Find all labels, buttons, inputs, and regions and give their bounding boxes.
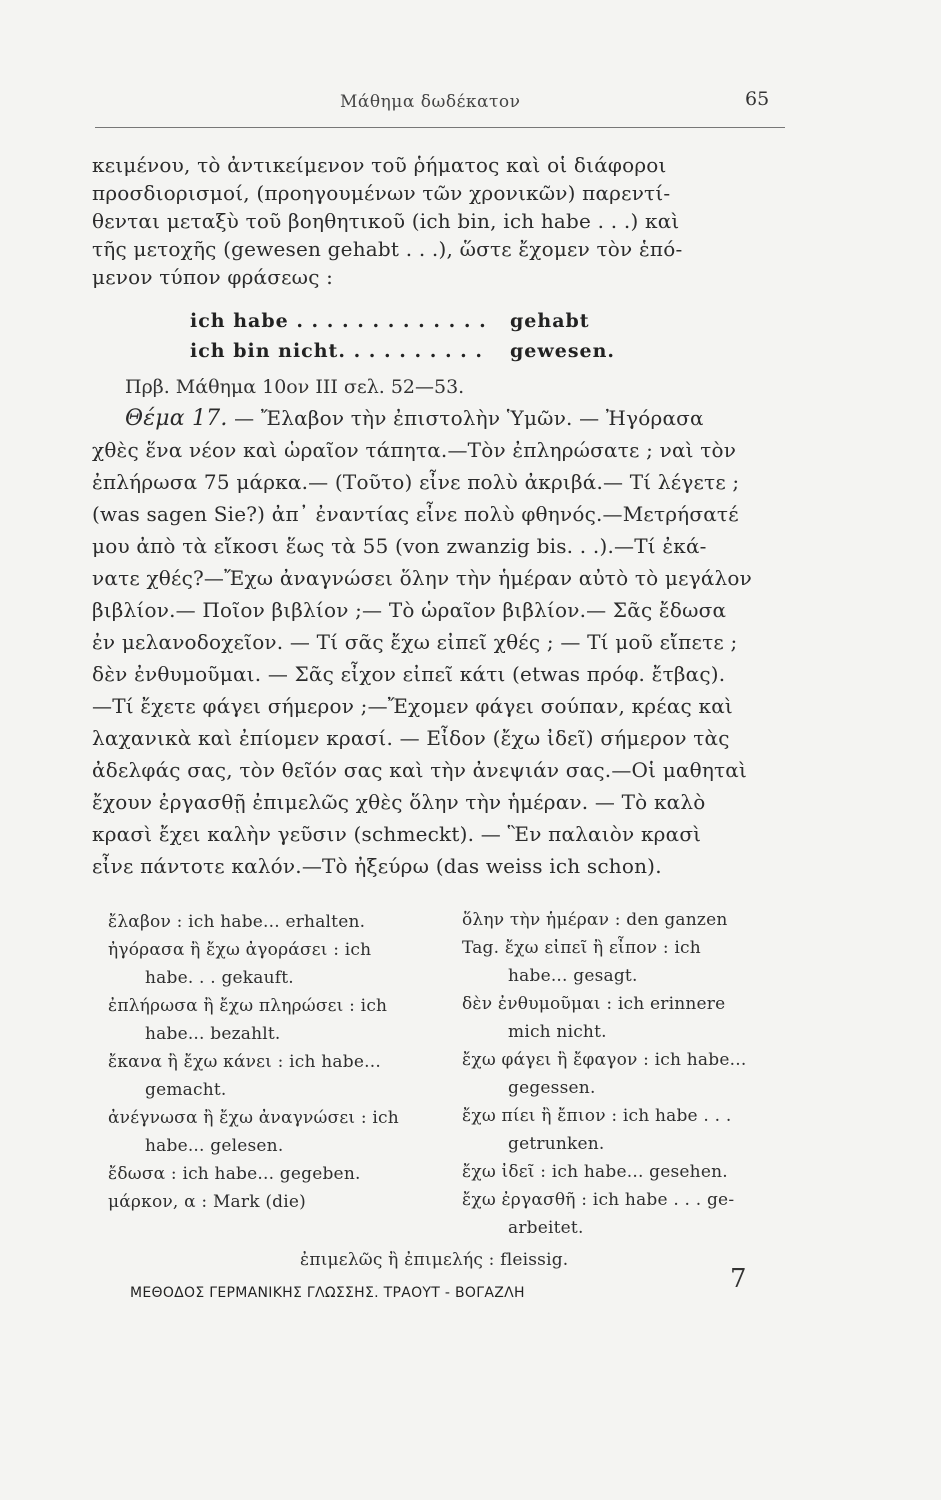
theme-line: κρασὶ ἔχει καλὴν γεῦσιν (schmeckt). — Ἓν παλαιὸν κρασὶ: [92, 822, 702, 846]
intro-line: προσδιορισμοί, (προηγουμένων τῶν χρονικῶν) παρεντί-: [92, 181, 671, 205]
glossary-right-entry: ὅλην τὴν ἡμέραν : den ganzen: [462, 910, 728, 930]
glossary-left-entry: ἐπλήρωσα ἢ ἔχω πληρώσει : ich: [108, 996, 388, 1016]
theme-line: ἐν μελανοδοχεῖον. — Τί σᾶς ἔχω εἰπεῖ χθές ; — Τί μοῦ εἴπετε ;: [92, 630, 738, 654]
glossary-left-entry: ἔλαβον : ich habe... erhalten.: [108, 912, 366, 932]
intro-line: κειμένου, τὸ ἀντικείμενον τοῦ ῥήματος καὶ οἱ διάφοροι: [92, 153, 667, 177]
glossary-right-entry: ἔχω ἰδεῖ : ich habe... gesehen.: [462, 1162, 728, 1182]
glossary-right-entry: getrunken.: [508, 1134, 605, 1154]
header-rule: [95, 127, 785, 128]
glossary-right-entry: gegessen.: [508, 1078, 596, 1098]
glossary-left-entry: μάρκον, α : Mark (die): [108, 1192, 306, 1212]
glossary-left-entry: ἔκανα ἢ ἔχω κάνει : ich habe...: [108, 1052, 381, 1072]
theme-line: χθὲς ἕνα νέον καὶ ὡραῖον τάπητα.—Τὸν ἐπληρώσατε ; ναὶ τὸν: [92, 438, 737, 462]
theme-line: λαχανικὰ καὶ ἐπίομεν κρασί. — Εἶδον (ἔχω ἰδεῖ) σήμερον τὰς: [92, 726, 730, 750]
glossary-right-entry: habe... gesagt.: [508, 966, 638, 986]
conjugation-left: ich habe . . . . . . . . . . . . .: [190, 310, 487, 332]
glossary-left-entry: habe... bezahlt.: [145, 1024, 281, 1044]
theme-line: ἀδελφάς σας, τὸν θεῖόν σας καὶ τὴν ἀνεψιάν σας.—Οἱ μαθηταὶ: [92, 758, 748, 782]
theme-line: εἶνε πάντοτε καλόν.—Τὸ ἠξεύρω (das weiss ich schon).: [92, 854, 662, 878]
theme-line: —Τί ἔχετε φάγει σήμερον ;—Ἔχομεν φάγει σούπαν, κρέας καὶ: [92, 694, 733, 718]
theme-label: Θέμα 17.: [125, 406, 228, 431]
glossary-final-entry: ἐπιμελῶς ἢ ἐπιμελής : fleissig.: [300, 1250, 569, 1270]
glossary-right-entry: δὲν ἐνθυμοῦμαι : ich erinnere: [462, 994, 726, 1014]
glossary-left-entry: gemacht.: [145, 1080, 227, 1100]
glossary-right-entry: Tag. ἔχω εἰπεῖ ἢ εἶπον : ich: [462, 938, 701, 958]
conjugation-right: gehabt: [510, 310, 590, 332]
theme-first-line-text: — Ἔλαβον τὴν ἐπιστολὴν Ὑμῶν. — Ἠγόρασα: [234, 406, 704, 430]
running-header: Μάθημα δωδέκατον: [340, 92, 521, 112]
signature-mark: 7: [730, 1264, 747, 1294]
intro-line: θενται μεταξὺ τοῦ βοηθητικοῦ (ich bin, ich habe . . .) καὶ: [92, 209, 680, 233]
theme-line: μου ἀπὸ τὰ εἴκοσι ἕως τὰ 55 (von zwanzig bis. . .).—Τί ἐκά-: [92, 534, 707, 558]
theme-first-line: [125, 406, 704, 431]
glossary-right-entry: ἔχω ἐργασθῆ : ich habe . . . ge-: [462, 1190, 735, 1210]
glossary-right-entry: ἔχω φάγει ἢ ἔφαγον : ich habe...: [462, 1050, 747, 1070]
theme-line: νατε χθές?—Ἔχω ἀναγνώσει ὅλην τὴν ἡμέραν αὐτὸ τὸ μεγάλον: [92, 566, 753, 590]
glossary-left-entry: ἠγόρασα ἢ ἔχω ἀγοράσει : ich: [108, 940, 372, 960]
footer-title: ΜΕΘΟΔΟΣ ΓΕΡΜΑΝΙΚΗΣ ΓΛΩΣΣΗΣ. ΤΡΑΟΥΤ - ΒΟΓΑΖΛΗ: [130, 1285, 525, 1301]
intro-line: μενον τύπον φράσεως :: [92, 265, 334, 289]
conjugation-right: gewesen.: [510, 340, 616, 362]
page-number: 65: [745, 88, 770, 110]
intro-line: τῆς μετοχῆς (gewesen gehabt . . .), ὥστε ἔχομεν τὸν ἑπό-: [92, 237, 683, 261]
theme-line: ἔχουν ἐργασθῇ ἐπιμελῶς χθὲς ὅλην τὴν ἡμέραν. — Τὸ καλὸ: [92, 790, 706, 814]
glossary-right-entry: ἔχω πίει ἢ ἔπιον : ich habe . . .: [462, 1106, 732, 1126]
cross-reference: Πρβ. Μάθημα 10ον ΙΙΙ σελ. 52—53.: [125, 376, 465, 398]
glossary-left-entry: habe... gelesen.: [145, 1136, 284, 1156]
glossary-left-entry: ἀνέγνωσα ἢ ἔχω ἀναγνώσει : ich: [108, 1108, 399, 1128]
theme-line: δὲν ἐνθυμοῦμαι. — Σᾶς εἶχον εἰπεῖ κάτι (etwas πρόφ. ἔτβας).: [92, 662, 726, 686]
theme-line: (was sagen Sie?) ἀπ᾿ ἐναντίας εἶνε πολὺ φθηνός.—Μετρήσατέ: [92, 502, 739, 526]
glossary-right-entry: mich nicht.: [508, 1022, 607, 1042]
glossary-left-entry: habe. . . gekauft.: [145, 968, 294, 988]
theme-line: ἐπλήρωσα 75 μάρκα.— (Τοῦτο) εἶνε πολὺ ἀκριβά.— Τί λέγετε ;: [92, 470, 740, 494]
glossary-right-entry: arbeitet.: [508, 1218, 584, 1238]
theme-line: βιβλίον.— Ποῖον βιβλίον ;— Τὸ ὡραῖον βιβλίον.— Σᾶς ἔδωσα: [92, 598, 727, 622]
glossary-left-entry: ἔδωσα : ich habe... gegeben.: [108, 1164, 361, 1184]
conjugation-left: ich bin nicht. . . . . . . . . .: [190, 340, 484, 362]
